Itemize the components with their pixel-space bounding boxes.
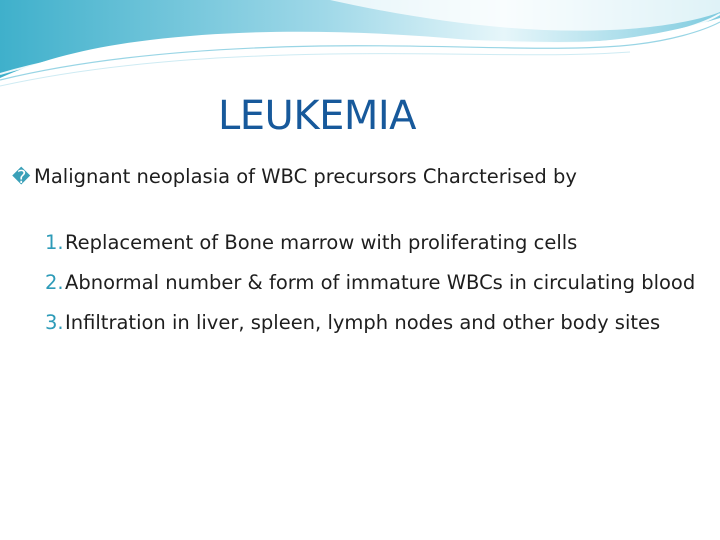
list-item-number: 2. — [45, 271, 64, 294]
square-bullet-icon: � — [12, 167, 31, 188]
numbered-list — [45, 226, 705, 340]
header-wave-decoration — [0, 0, 720, 90]
intro-text: Malignant neoplasia of WBC precursors Charcterised by — [34, 165, 577, 188]
list-item-text: Replacement of Bone marrow with proliferating cells — [65, 231, 578, 254]
list-item-text: Infiltration in liver, spleen, lymph nodes and other body sites — [65, 311, 661, 334]
list-item-number: 3. — [45, 311, 64, 334]
list-item-text: Abnormal number & form of immature WBCs in circulating blood — [65, 271, 696, 294]
list-item-number: 1. — [45, 231, 64, 254]
wave-line-3 — [0, 52, 630, 86]
intro-line — [12, 162, 577, 193]
list-item — [45, 306, 705, 340]
list-item — [45, 266, 705, 300]
slide-title: LEUKEMIA — [218, 93, 417, 139]
list-item — [45, 226, 705, 260]
